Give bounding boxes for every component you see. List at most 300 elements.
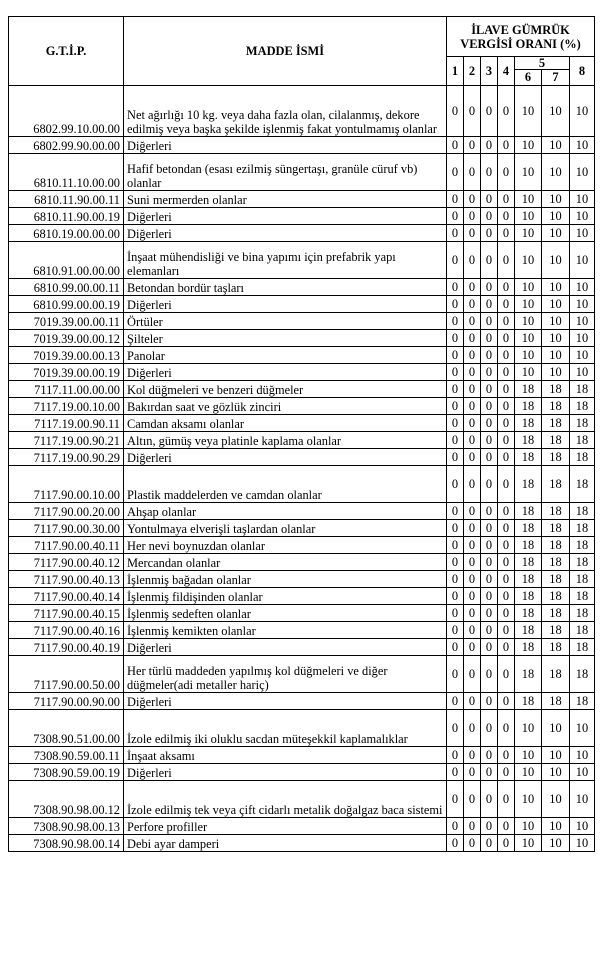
rate-cell-col6: 18 bbox=[515, 432, 542, 449]
madde-ismi: Her nevi boynuzdan olanlar bbox=[124, 537, 447, 554]
madde-ismi: Örtüler bbox=[124, 313, 447, 330]
madde-ismi: Diğerleri bbox=[124, 693, 447, 710]
rate-cell-col2: 0 bbox=[464, 656, 481, 693]
rate-cell-col6: 10 bbox=[515, 835, 542, 852]
rate-cell-col2: 0 bbox=[464, 86, 481, 137]
madde-ismi: Hafif betondan (esası ezilmiş süngertaşı, granüle cüruf vb) olanlar bbox=[124, 154, 447, 191]
table-row bbox=[9, 537, 595, 554]
rate-cell-col2: 0 bbox=[464, 710, 481, 747]
table-row bbox=[9, 693, 595, 710]
rate-cell-col1: 0 bbox=[447, 622, 464, 639]
table-row bbox=[9, 313, 595, 330]
table-row bbox=[9, 347, 595, 364]
rate-cell-col6: 18 bbox=[515, 622, 542, 639]
table-row bbox=[9, 710, 595, 747]
col-header-1: 1 bbox=[447, 57, 464, 86]
gtip-code: 7308.90.59.00.19 bbox=[9, 764, 124, 781]
madde-ismi: Diğerleri bbox=[124, 764, 447, 781]
rate-cell-col3: 0 bbox=[481, 364, 498, 381]
rate-cell-col4: 0 bbox=[498, 503, 515, 520]
rate-cell-col2: 0 bbox=[464, 554, 481, 571]
rate-cell-col2: 0 bbox=[464, 747, 481, 764]
madde-ismi: İzole edilmiş iki oluklu sacdan müteşekkil kaplamalıklar bbox=[124, 710, 447, 747]
rate-cell-col7: 18 bbox=[542, 571, 570, 588]
rate-cell-col6: 10 bbox=[515, 296, 542, 313]
gtip-code: 7117.90.00.40.12 bbox=[9, 554, 124, 571]
rate-cell-col2: 0 bbox=[464, 398, 481, 415]
rate-cell-col2: 0 bbox=[464, 520, 481, 537]
rate-cell-col3: 0 bbox=[481, 656, 498, 693]
rate-cell-col8: 10 bbox=[570, 710, 595, 747]
rate-cell-col8: 10 bbox=[570, 191, 595, 208]
col-header-5: 5 bbox=[515, 57, 570, 70]
gtip-code: 7117.90.00.20.00 bbox=[9, 503, 124, 520]
rate-cell-col3: 0 bbox=[481, 208, 498, 225]
rate-cell-col1: 0 bbox=[447, 432, 464, 449]
rate-cell-col1: 0 bbox=[447, 835, 464, 852]
rate-cell-col2: 0 bbox=[464, 364, 481, 381]
rate-cell-col3: 0 bbox=[481, 588, 498, 605]
rate-cell-col4: 0 bbox=[498, 554, 515, 571]
madde-ismi: Diğerleri bbox=[124, 639, 447, 656]
gtip-code: 6810.11.90.00.19 bbox=[9, 208, 124, 225]
rate-cell-col1: 0 bbox=[447, 588, 464, 605]
rate-cell-col6: 18 bbox=[515, 639, 542, 656]
rate-cell-col3: 0 bbox=[481, 449, 498, 466]
rate-cell-col8: 18 bbox=[570, 398, 595, 415]
table-row bbox=[9, 191, 595, 208]
rate-cell-col6: 18 bbox=[515, 466, 542, 503]
table-row bbox=[9, 364, 595, 381]
rate-cell-col7: 18 bbox=[542, 537, 570, 554]
rate-cell-col6: 10 bbox=[515, 747, 542, 764]
table-row bbox=[9, 449, 595, 466]
rate-cell-col1: 0 bbox=[447, 364, 464, 381]
ilave-header-line2: VERGİSİ ORANI (%) bbox=[460, 36, 581, 51]
madde-ismi: Yontulmaya elverişli taşlardan olanlar bbox=[124, 520, 447, 537]
col-header-4: 4 bbox=[498, 57, 515, 86]
rate-cell-col2: 0 bbox=[464, 503, 481, 520]
rate-cell-col1: 0 bbox=[447, 242, 464, 279]
col-header-8: 8 bbox=[570, 57, 595, 86]
rate-cell-col1: 0 bbox=[447, 693, 464, 710]
rate-cell-col8: 10 bbox=[570, 781, 595, 818]
table-row bbox=[9, 381, 595, 398]
rate-cell-col6: 18 bbox=[515, 571, 542, 588]
rate-cell-col3: 0 bbox=[481, 296, 498, 313]
rate-cell-col2: 0 bbox=[464, 537, 481, 554]
rate-cell-col7: 10 bbox=[542, 225, 570, 242]
madde-ismi: Camdan aksamı olanlar bbox=[124, 415, 447, 432]
rate-cell-col6: 10 bbox=[515, 242, 542, 279]
table-row bbox=[9, 656, 595, 693]
madde-ismi: Ahşap olanlar bbox=[124, 503, 447, 520]
rate-cell-col1: 0 bbox=[447, 225, 464, 242]
rate-cell-col1: 0 bbox=[447, 347, 464, 364]
gtip-code: 6810.99.00.00.11 bbox=[9, 279, 124, 296]
rate-cell-col3: 0 bbox=[481, 520, 498, 537]
rate-cell-col1: 0 bbox=[447, 605, 464, 622]
rate-cell-col2: 0 bbox=[464, 571, 481, 588]
rate-cell-col8: 18 bbox=[570, 449, 595, 466]
gtip-code: 6802.99.90.00.00 bbox=[9, 137, 124, 154]
table-row bbox=[9, 835, 595, 852]
rate-cell-col8: 10 bbox=[570, 242, 595, 279]
table-row bbox=[9, 225, 595, 242]
rate-cell-col4: 0 bbox=[498, 764, 515, 781]
table-row bbox=[9, 330, 595, 347]
table-row bbox=[9, 137, 595, 154]
madde-ismi: Suni mermerden olanlar bbox=[124, 191, 447, 208]
rate-cell-col6: 18 bbox=[515, 398, 542, 415]
madde-ismi: Mercandan olanlar bbox=[124, 554, 447, 571]
madde-ismi: İşlenmiş sedeften olanlar bbox=[124, 605, 447, 622]
rate-cell-col8: 10 bbox=[570, 225, 595, 242]
rate-cell-col3: 0 bbox=[481, 747, 498, 764]
rate-cell-col7: 18 bbox=[542, 656, 570, 693]
rate-cell-col6: 18 bbox=[515, 554, 542, 571]
table-row bbox=[9, 764, 595, 781]
rate-cell-col8: 18 bbox=[570, 537, 595, 554]
rate-cell-col1: 0 bbox=[447, 279, 464, 296]
gtip-code: 7117.90.00.10.00 bbox=[9, 466, 124, 503]
rate-cell-col7: 10 bbox=[542, 313, 570, 330]
rate-cell-col7: 18 bbox=[542, 605, 570, 622]
rate-cell-col2: 0 bbox=[464, 818, 481, 835]
col-header-3: 3 bbox=[481, 57, 498, 86]
rate-cell-col4: 0 bbox=[498, 154, 515, 191]
rate-cell-col8: 18 bbox=[570, 639, 595, 656]
col-header-6: 6 bbox=[515, 70, 542, 86]
rate-cell-col2: 0 bbox=[464, 242, 481, 279]
rate-cell-col1: 0 bbox=[447, 747, 464, 764]
rate-cell-col6: 10 bbox=[515, 818, 542, 835]
madde-ismi: İşlenmiş fildişinden olanlar bbox=[124, 588, 447, 605]
rate-cell-col8: 10 bbox=[570, 364, 595, 381]
rate-cell-col7: 10 bbox=[542, 208, 570, 225]
rate-cell-col1: 0 bbox=[447, 466, 464, 503]
rate-cell-col3: 0 bbox=[481, 313, 498, 330]
rate-cell-col6: 10 bbox=[515, 154, 542, 191]
gtip-code: 7308.90.98.00.14 bbox=[9, 835, 124, 852]
gtip-code: 7117.90.00.40.19 bbox=[9, 639, 124, 656]
rate-cell-col7: 18 bbox=[542, 503, 570, 520]
rate-cell-col8: 18 bbox=[570, 432, 595, 449]
rate-cell-col3: 0 bbox=[481, 242, 498, 279]
rate-cell-col8: 18 bbox=[570, 381, 595, 398]
rate-cell-col4: 0 bbox=[498, 296, 515, 313]
rate-cell-col7: 10 bbox=[542, 191, 570, 208]
madde-ismi: İşlenmiş bağadan olanlar bbox=[124, 571, 447, 588]
rate-cell-col8: 10 bbox=[570, 137, 595, 154]
rate-cell-col4: 0 bbox=[498, 818, 515, 835]
rate-cell-col2: 0 bbox=[464, 693, 481, 710]
rate-cell-col7: 10 bbox=[542, 347, 570, 364]
tariff-table bbox=[8, 16, 595, 852]
rate-cell-col1: 0 bbox=[447, 639, 464, 656]
rate-cell-col8: 18 bbox=[570, 622, 595, 639]
rate-cell-col7: 18 bbox=[542, 449, 570, 466]
rate-cell-col8: 18 bbox=[570, 588, 595, 605]
rate-cell-col3: 0 bbox=[481, 398, 498, 415]
rate-cell-col4: 0 bbox=[498, 639, 515, 656]
rate-cell-col6: 10 bbox=[515, 313, 542, 330]
rate-cell-col3: 0 bbox=[481, 710, 498, 747]
rate-cell-col3: 0 bbox=[481, 622, 498, 639]
rate-cell-col2: 0 bbox=[464, 588, 481, 605]
madde-ismi: Debi ayar damperi bbox=[124, 835, 447, 852]
rate-cell-col3: 0 bbox=[481, 86, 498, 137]
table-row bbox=[9, 520, 595, 537]
rate-cell-col6: 18 bbox=[515, 449, 542, 466]
rate-cell-col6: 18 bbox=[515, 520, 542, 537]
rate-cell-col8: 10 bbox=[570, 818, 595, 835]
col-header-7: 7 bbox=[542, 70, 570, 86]
gtip-code: 6810.11.90.00.11 bbox=[9, 191, 124, 208]
gtip-code: 7117.90.00.50.00 bbox=[9, 656, 124, 693]
rate-cell-col1: 0 bbox=[447, 208, 464, 225]
rate-cell-col1: 0 bbox=[447, 781, 464, 818]
rate-cell-col1: 0 bbox=[447, 313, 464, 330]
madde-ismi: Diğerleri bbox=[124, 296, 447, 313]
rate-cell-col2: 0 bbox=[464, 279, 481, 296]
rate-cell-col4: 0 bbox=[498, 279, 515, 296]
rate-cell-col1: 0 bbox=[447, 86, 464, 137]
madde-ismi: İzole edilmiş tek veya çift cidarlı metalik doğalgaz baca sistemi bbox=[124, 781, 447, 818]
rate-cell-col1: 0 bbox=[447, 137, 464, 154]
table-row bbox=[9, 818, 595, 835]
rate-cell-col3: 0 bbox=[481, 693, 498, 710]
gtip-code: 6810.99.00.00.19 bbox=[9, 296, 124, 313]
rate-cell-col8: 10 bbox=[570, 764, 595, 781]
rate-cell-col2: 0 bbox=[464, 225, 481, 242]
rate-cell-col4: 0 bbox=[498, 449, 515, 466]
table-row bbox=[9, 747, 595, 764]
rate-cell-col3: 0 bbox=[481, 605, 498, 622]
rate-cell-col1: 0 bbox=[447, 818, 464, 835]
rate-cell-col7: 10 bbox=[542, 818, 570, 835]
rate-cell-col8: 10 bbox=[570, 347, 595, 364]
rate-cell-col8: 10 bbox=[570, 747, 595, 764]
rate-cell-col8: 10 bbox=[570, 279, 595, 296]
rate-cell-col8: 10 bbox=[570, 154, 595, 191]
rate-cell-col1: 0 bbox=[447, 296, 464, 313]
gtip-code: 7117.19.00.10.00 bbox=[9, 398, 124, 415]
madde-ismi: Her türlü maddeden yapılmış kol düğmeleri ve diğer düğmeler(adi metaller hariç) bbox=[124, 656, 447, 693]
gtip-code: 6802.99.10.00.00 bbox=[9, 86, 124, 137]
rate-cell-col4: 0 bbox=[498, 571, 515, 588]
rate-cell-col4: 0 bbox=[498, 835, 515, 852]
rate-cell-col7: 10 bbox=[542, 242, 570, 279]
rate-cell-col7: 10 bbox=[542, 330, 570, 347]
rate-cell-col6: 18 bbox=[515, 588, 542, 605]
rate-cell-col8: 10 bbox=[570, 86, 595, 137]
rate-cell-col2: 0 bbox=[464, 622, 481, 639]
rate-cell-col2: 0 bbox=[464, 137, 481, 154]
rate-cell-col3: 0 bbox=[481, 764, 498, 781]
rate-cell-col8: 10 bbox=[570, 313, 595, 330]
rate-cell-col2: 0 bbox=[464, 781, 481, 818]
rate-cell-col4: 0 bbox=[498, 191, 515, 208]
rate-cell-col3: 0 bbox=[481, 554, 498, 571]
ilave-header bbox=[447, 17, 595, 57]
rate-cell-col4: 0 bbox=[498, 330, 515, 347]
rate-cell-col3: 0 bbox=[481, 503, 498, 520]
rate-cell-col6: 18 bbox=[515, 656, 542, 693]
rate-cell-col4: 0 bbox=[498, 622, 515, 639]
rate-cell-col6: 18 bbox=[515, 537, 542, 554]
table-row bbox=[9, 398, 595, 415]
rate-cell-col7: 18 bbox=[542, 588, 570, 605]
rate-cell-col7: 10 bbox=[542, 364, 570, 381]
rate-cell-col2: 0 bbox=[464, 835, 481, 852]
table-row bbox=[9, 554, 595, 571]
rate-cell-col7: 10 bbox=[542, 764, 570, 781]
rate-cell-col8: 18 bbox=[570, 554, 595, 571]
madde-ismi: Şilteler bbox=[124, 330, 447, 347]
rate-cell-col6: 10 bbox=[515, 137, 542, 154]
rate-cell-col4: 0 bbox=[498, 710, 515, 747]
rate-cell-col7: 18 bbox=[542, 622, 570, 639]
rate-cell-col6: 10 bbox=[515, 225, 542, 242]
rate-cell-col8: 18 bbox=[570, 503, 595, 520]
ilave-header-line1: İLAVE GÜMRÜK bbox=[471, 22, 570, 37]
rate-cell-col6: 10 bbox=[515, 364, 542, 381]
rate-cell-col2: 0 bbox=[464, 154, 481, 191]
madde-ismi: Diğerleri bbox=[124, 137, 447, 154]
rate-cell-col3: 0 bbox=[481, 191, 498, 208]
rate-cell-col4: 0 bbox=[498, 364, 515, 381]
rate-cell-col1: 0 bbox=[447, 449, 464, 466]
rate-cell-col3: 0 bbox=[481, 154, 498, 191]
rate-cell-col6: 10 bbox=[515, 279, 542, 296]
rate-cell-col6: 10 bbox=[515, 191, 542, 208]
table-row bbox=[9, 279, 595, 296]
table-row bbox=[9, 208, 595, 225]
table-row bbox=[9, 296, 595, 313]
gtip-code: 7019.39.00.00.19 bbox=[9, 364, 124, 381]
table-row bbox=[9, 503, 595, 520]
gtip-code: 7117.19.00.90.11 bbox=[9, 415, 124, 432]
rate-cell-col2: 0 bbox=[464, 296, 481, 313]
rate-cell-col3: 0 bbox=[481, 818, 498, 835]
madde-ismi: Altın, gümüş veya platinle kaplama olanlar bbox=[124, 432, 447, 449]
rate-cell-col1: 0 bbox=[447, 554, 464, 571]
gtip-code: 7117.90.00.40.11 bbox=[9, 537, 124, 554]
madde-ismi: Plastik maddelerden ve camdan olanlar bbox=[124, 466, 447, 503]
rate-cell-col8: 10 bbox=[570, 296, 595, 313]
table-row bbox=[9, 242, 595, 279]
table-row bbox=[9, 639, 595, 656]
gtip-code: 7117.90.00.40.13 bbox=[9, 571, 124, 588]
rate-cell-col7: 10 bbox=[542, 86, 570, 137]
rate-cell-col4: 0 bbox=[498, 137, 515, 154]
rate-cell-col7: 18 bbox=[542, 432, 570, 449]
table-row bbox=[9, 86, 595, 137]
rate-cell-col1: 0 bbox=[447, 381, 464, 398]
madde-ismi: Kol düğmeleri ve benzeri düğmeler bbox=[124, 381, 447, 398]
gtip-code: 7019.39.00.00.12 bbox=[9, 330, 124, 347]
madde-ismi: Diğerleri bbox=[124, 449, 447, 466]
rate-cell-col1: 0 bbox=[447, 503, 464, 520]
rate-cell-col7: 18 bbox=[542, 693, 570, 710]
rate-cell-col1: 0 bbox=[447, 330, 464, 347]
gtip-code: 6810.91.00.00.00 bbox=[9, 242, 124, 279]
rate-cell-col6: 10 bbox=[515, 208, 542, 225]
rate-cell-col4: 0 bbox=[498, 747, 515, 764]
rate-cell-col4: 0 bbox=[498, 432, 515, 449]
rate-cell-col1: 0 bbox=[447, 191, 464, 208]
rate-cell-col4: 0 bbox=[498, 693, 515, 710]
rate-cell-col1: 0 bbox=[447, 154, 464, 191]
table-row bbox=[9, 588, 595, 605]
rate-cell-col7: 18 bbox=[542, 466, 570, 503]
tariff-body bbox=[9, 86, 595, 852]
gtip-code: 7308.90.51.00.00 bbox=[9, 710, 124, 747]
rate-cell-col7: 10 bbox=[542, 835, 570, 852]
table-row bbox=[9, 415, 595, 432]
rate-cell-col8: 18 bbox=[570, 466, 595, 503]
table-row bbox=[9, 781, 595, 818]
rate-cell-col3: 0 bbox=[481, 639, 498, 656]
rate-cell-col6: 10 bbox=[515, 86, 542, 137]
rate-cell-col4: 0 bbox=[498, 605, 515, 622]
rate-cell-col3: 0 bbox=[481, 330, 498, 347]
rate-cell-col7: 18 bbox=[542, 520, 570, 537]
rate-cell-col2: 0 bbox=[464, 415, 481, 432]
rate-cell-col7: 10 bbox=[542, 781, 570, 818]
rate-cell-col2: 0 bbox=[464, 605, 481, 622]
rate-cell-col1: 0 bbox=[447, 571, 464, 588]
gtip-code: 7019.39.00.00.11 bbox=[9, 313, 124, 330]
rate-cell-col6: 10 bbox=[515, 330, 542, 347]
rate-cell-col8: 18 bbox=[570, 656, 595, 693]
rate-cell-col1: 0 bbox=[447, 764, 464, 781]
rate-cell-col3: 0 bbox=[481, 432, 498, 449]
rate-cell-col2: 0 bbox=[464, 347, 481, 364]
rate-cell-col3: 0 bbox=[481, 381, 498, 398]
rate-cell-col3: 0 bbox=[481, 279, 498, 296]
rate-cell-col8: 18 bbox=[570, 605, 595, 622]
madde-ismi: Diğerleri bbox=[124, 364, 447, 381]
rate-cell-col7: 10 bbox=[542, 137, 570, 154]
rate-cell-col1: 0 bbox=[447, 398, 464, 415]
madde-ismi: Betondan bordür taşları bbox=[124, 279, 447, 296]
gtip-code: 6810.11.10.00.00 bbox=[9, 154, 124, 191]
rate-cell-col2: 0 bbox=[464, 449, 481, 466]
gtip-code: 7019.39.00.00.13 bbox=[9, 347, 124, 364]
rate-cell-col6: 10 bbox=[515, 781, 542, 818]
rate-cell-col7: 18 bbox=[542, 554, 570, 571]
rate-cell-col4: 0 bbox=[498, 313, 515, 330]
rate-cell-col3: 0 bbox=[481, 466, 498, 503]
rate-cell-col4: 0 bbox=[498, 415, 515, 432]
rate-cell-col7: 10 bbox=[542, 296, 570, 313]
rate-cell-col2: 0 bbox=[464, 313, 481, 330]
rate-cell-col1: 0 bbox=[447, 520, 464, 537]
rate-cell-col3: 0 bbox=[481, 537, 498, 554]
rate-cell-col7: 18 bbox=[542, 639, 570, 656]
rate-cell-col4: 0 bbox=[498, 242, 515, 279]
col-header-2: 2 bbox=[464, 57, 481, 86]
rate-cell-col3: 0 bbox=[481, 347, 498, 364]
rate-cell-col2: 0 bbox=[464, 330, 481, 347]
gtip-header: G.T.İ.P. bbox=[9, 17, 124, 86]
tariff-document bbox=[8, 16, 595, 852]
madde-ismi: Diğerleri bbox=[124, 225, 447, 242]
gtip-code: 7117.90.00.90.00 bbox=[9, 693, 124, 710]
rate-cell-col2: 0 bbox=[464, 208, 481, 225]
